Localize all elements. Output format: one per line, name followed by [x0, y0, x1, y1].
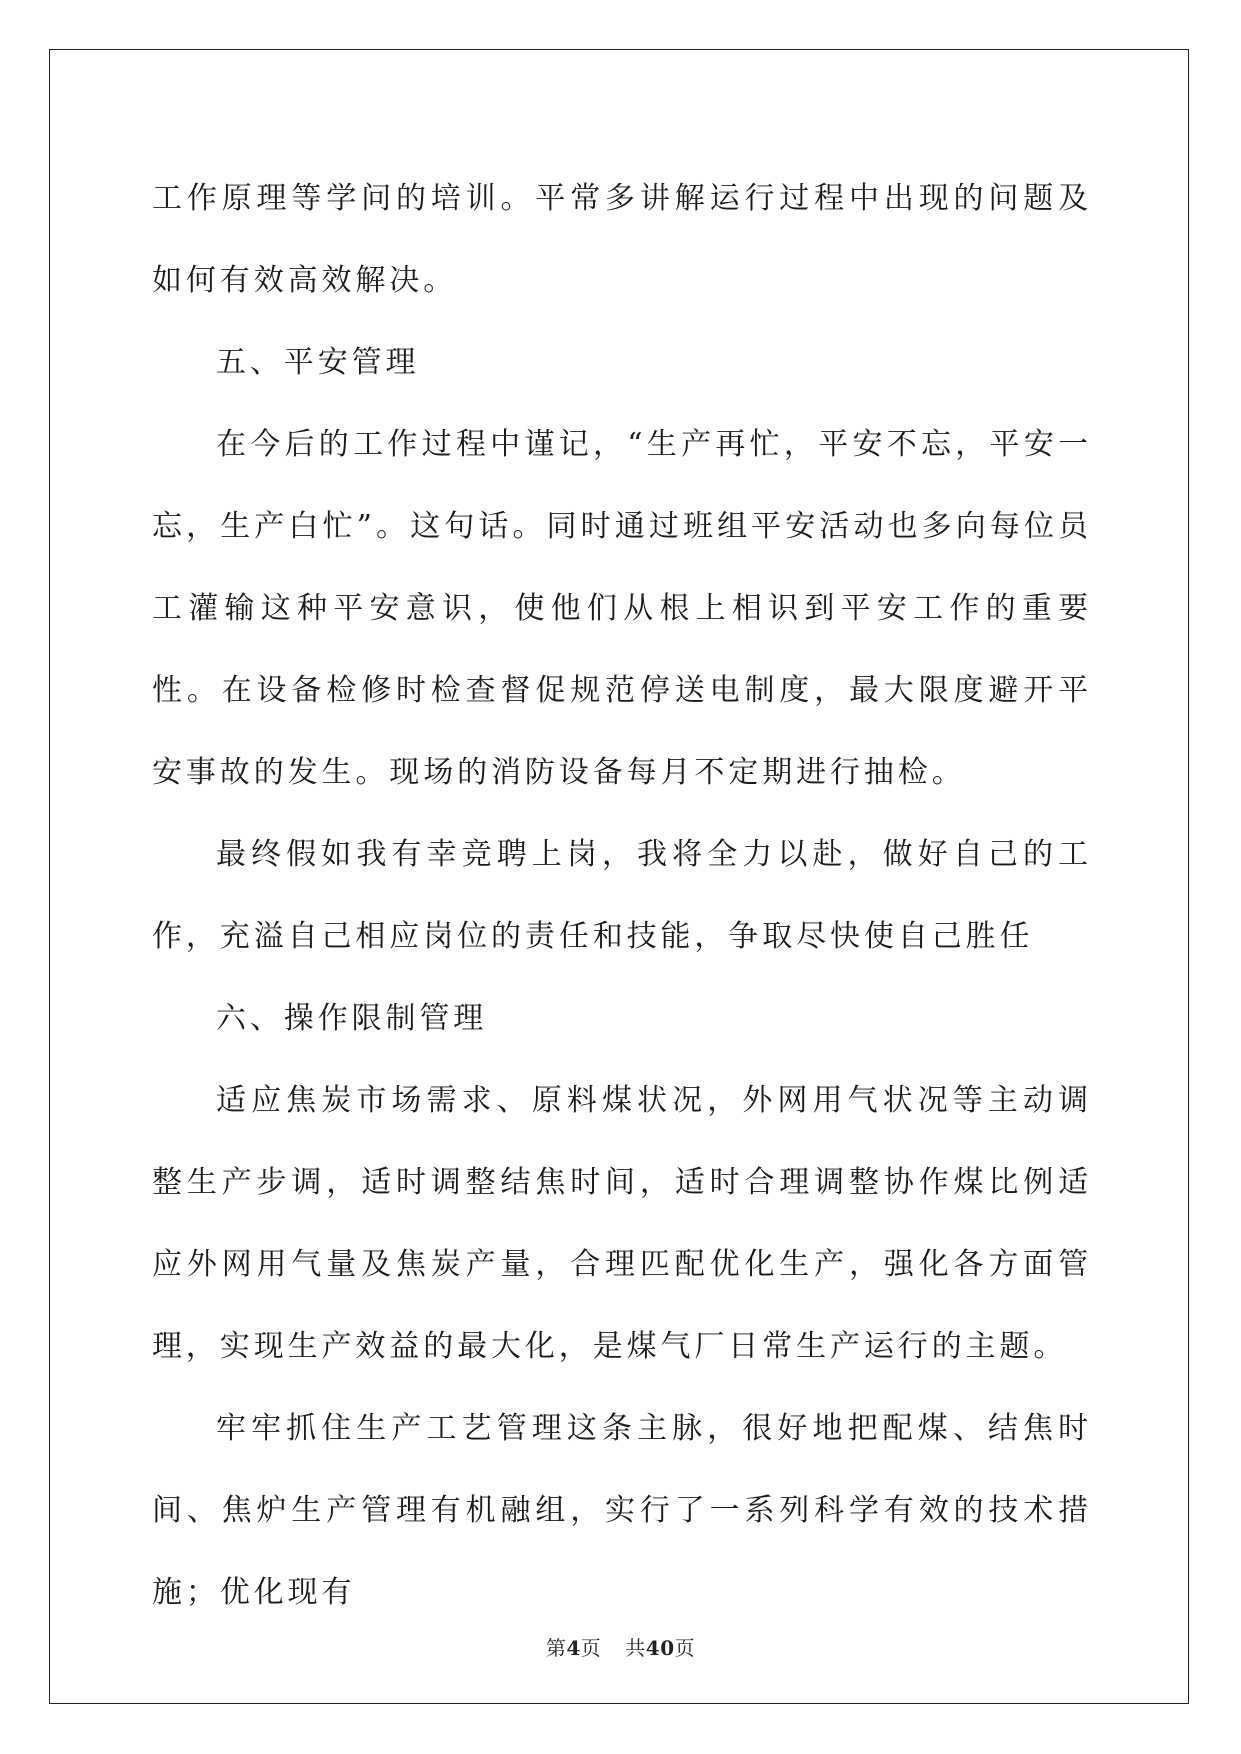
paragraph-process-management: 牢牢抓住生产工艺管理这条主脉，很好地把配煤、结焦时间、焦炉生产管理有机融组，实行了一系列科学有效的技术措施；优化现有	[152, 1411, 1092, 1610]
paragraph-production-adjustment: 适应焦炭市场需求、原料煤状况，外网用气状况等主动调整生产步调，适时调整结焦时间，适时合理调整协作煤比例适应外网用气量及焦炭产量，合理匹配优化生产，强化各方面管理，实现生产效益的最大化，是煤气厂日常生产运行的主题。	[152, 1083, 1092, 1364]
page-suffix: 页	[580, 1636, 602, 1660]
heading-operation-control: 六、操作限制管理	[216, 1001, 488, 1036]
paragraph-safety: 在今后的工作过程中谨记，“生产再忙，平安不忘，平安一忘，生产白忙”。这句话。同时通过班组平安活动也多向每位员工灌输这种平安意识，使他们从根上相识到平安工作的重要性。在设备检修时检查督促规范停送电制度，最大限度避开平安事故的发生。现场的消防设备每月不定期进行抽检。	[152, 427, 1092, 790]
page-number: 4	[566, 1636, 581, 1660]
total-suffix: 页	[674, 1636, 696, 1660]
paragraph-conclusion: 最终假如我有幸竞聘上岗，我将全力以赴，做好自己的工作，充溢自己相应岗位的责任和技能，争取尽快使自己胜任	[152, 837, 1092, 954]
total-pages: 40	[645, 1636, 675, 1660]
page-footer	[0, 1632, 1241, 1661]
paragraph-training: 工作原理等学问的培训。平常多讲解运行过程中出现的问题及如何有效高效解决。	[152, 181, 1092, 298]
total-prefix: 共	[625, 1636, 646, 1660]
document-body	[152, 158, 1092, 1634]
heading-safety-management: 五、平安管理	[216, 345, 420, 380]
page-prefix: 第	[545, 1636, 567, 1660]
